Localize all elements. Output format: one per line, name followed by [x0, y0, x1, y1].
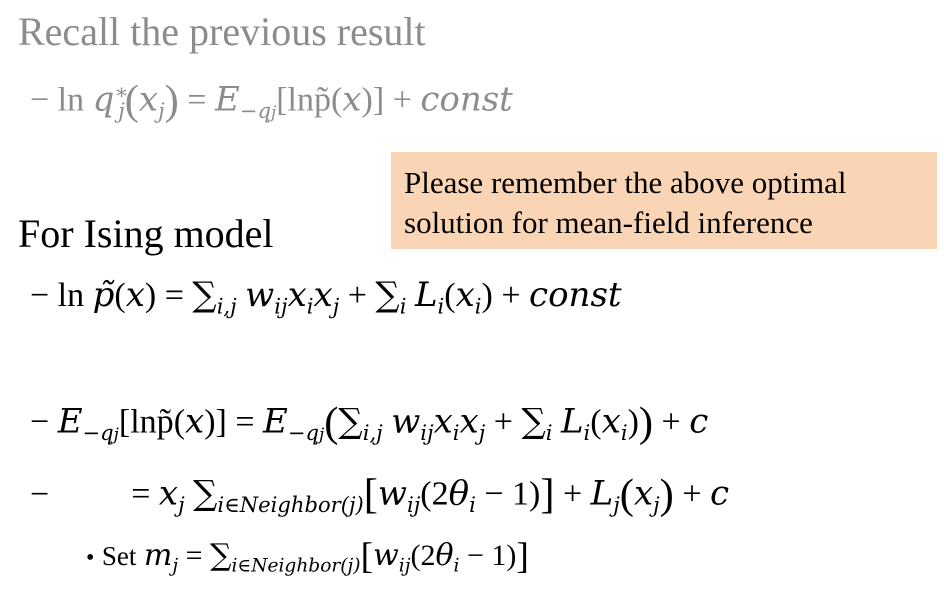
- equation-result: − = $x_j$ $\sum_{i\in Neighbor(j)}[w_{ij}(2\theta_i - 1)] + L_j(x_j) + c$: [30, 471, 730, 518]
- equation-recall: − $\ln q^∗_j(x_j)$ = $E_{-qj}[\ln p̃(x)]$ + const: [30, 77, 513, 124]
- recall-heading: Recall the previous result: [18, 9, 426, 54]
- reminder-text: Please remember the above optimal solution for mean-field inference: [404, 165, 847, 240]
- ising-heading: For Ising model: [18, 211, 274, 256]
- equation-set-m: • Set $m_j = \sum_{i\in Neighbor(j)}[w_{ij}(2\theta_i - 1)]$: [86, 536, 529, 577]
- equation-expectation: − $E_{-qj}[\ln p̃(x)] = E_{-qj}(\sum_{i,j}$ $w_{ij}x_ix_j + \sum_i$ $L_i(x_i)) + c$: [30, 399, 709, 446]
- equation-ising-lnp: − ln p̃(x) = $\sum_{i,j}$ $w_{ij}x_ix_j + \sum_i$ $L_i(x_i)$ + const: [30, 275, 622, 319]
- reminder-callout: [391, 152, 937, 249]
